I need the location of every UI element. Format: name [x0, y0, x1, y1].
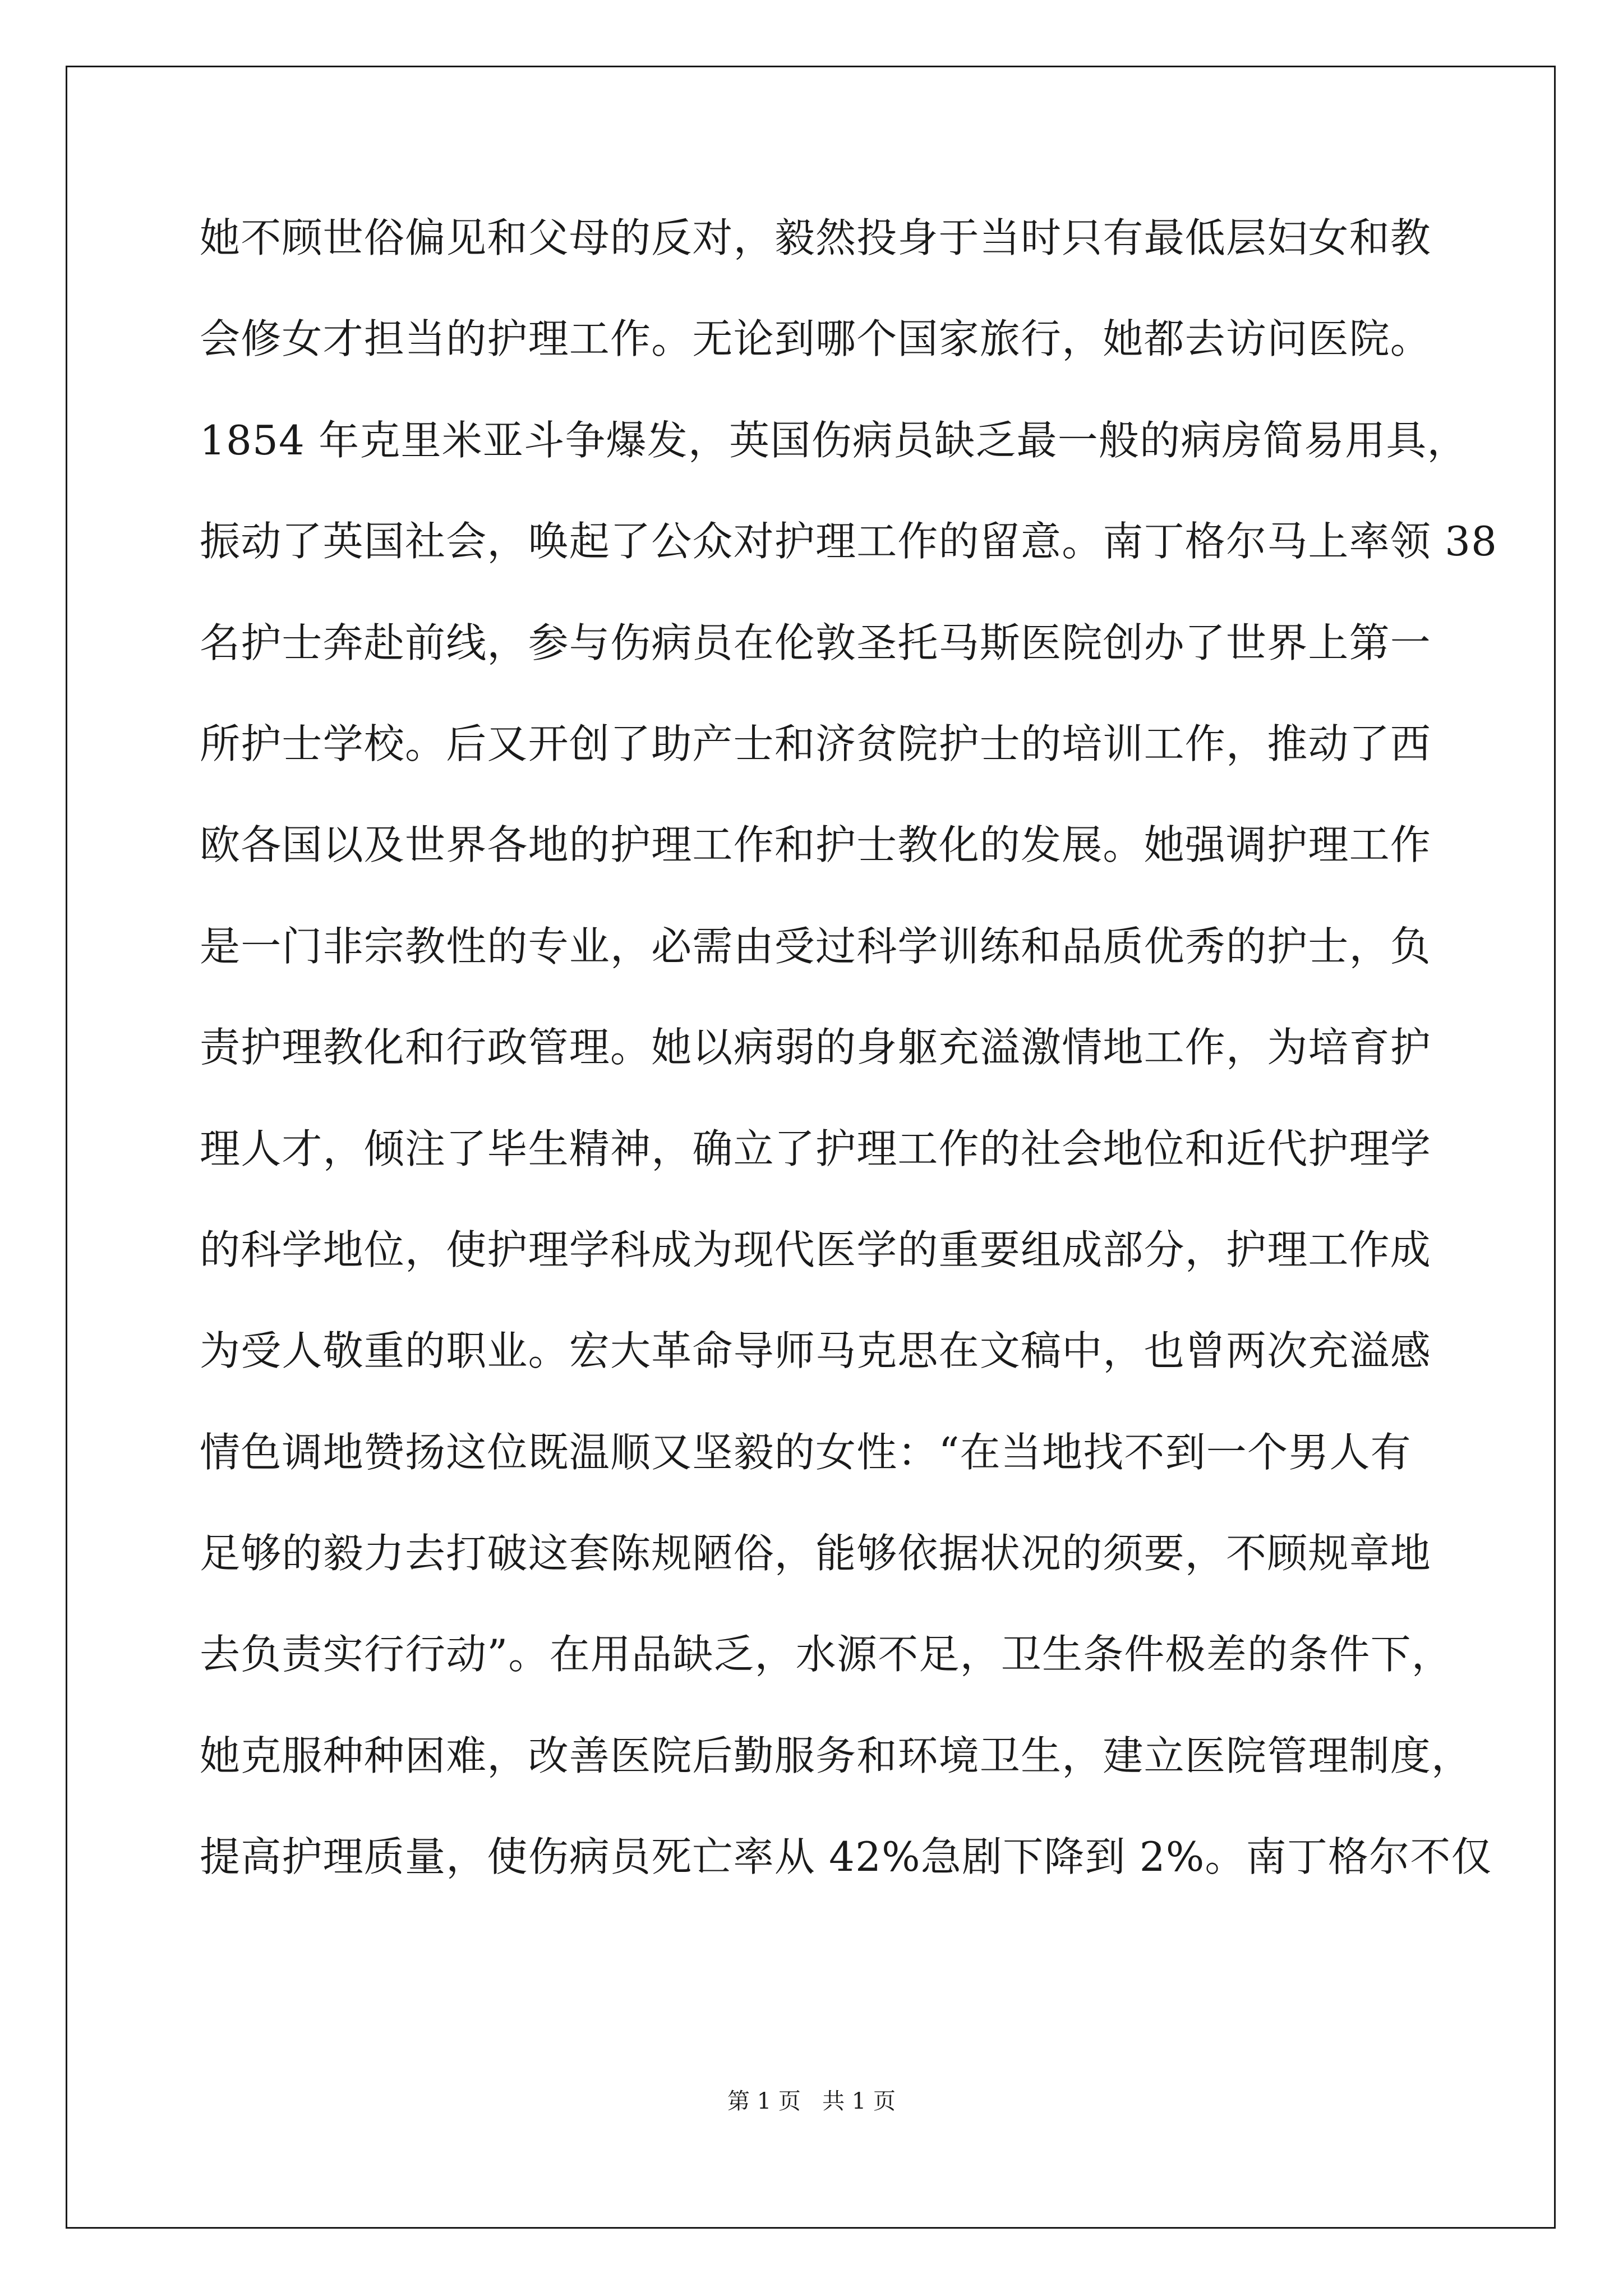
text-line: 为受人敬重的职业。宏大革命导师马克思在文稿中，也曾两次充溢感	[200, 1327, 1432, 1375]
text-line: 名护士奔赴前线，参与伤病员在伦敦圣托马斯医院创办了世界上第一	[200, 619, 1432, 666]
text-line: 是一门非宗教性的专业，必需由受过科学训练和品质优秀的护士，负	[200, 922, 1432, 970]
text-line: 振动了英国社会，唤起了公众对护理工作的留意。南丁格尔马上率领 38	[200, 518, 1498, 565]
text-line: 她不顾世俗偏见和父母的反对，毅然投身于当时只有最低层妇女和教	[200, 214, 1432, 261]
text-line: 责护理教化和行政管理。她以病弱的身躯充溢激情地工作，为培育护	[200, 1024, 1432, 1071]
text-line: 足够的毅力去打破这套陈规陋俗，能够依据状况的须要，不顾规章地	[200, 1530, 1432, 1577]
text-line: 她克服种种困难，改善医院后勤服务和环境卫生，建立医院管理制度，	[200, 1732, 1473, 1779]
text-line: 1854 年克里米亚斗争爆发，英国伤病员缺乏最一般的病房简易用具，	[200, 416, 1468, 464]
text-line: 理人才，倾注了毕生精神，确立了护理工作的社会地位和近代护理学	[200, 1125, 1432, 1172]
text-line: 欧各国以及世界各地的护理工作和护士教化的发展。她强调护理工作	[200, 821, 1432, 869]
text-line: 的科学地位，使护理学科成为现代医学的重要组成部分，护理工作成	[200, 1226, 1432, 1273]
page-number-footer: 第 1 页 共 1 页	[727, 2088, 896, 2114]
text-line: 情色调地赞扬这位既温顺又坚毅的女性：“在当地找不到一个男人有	[200, 1428, 1412, 1476]
text-line: 提高护理质量，使伤病员死亡率从 42%急剧下降到 2%。南丁格尔不仅	[200, 1833, 1492, 1881]
body-text	[200, 209, 1498, 1929]
text-line: 所护士学校。后又开创了助产士和济贫院护士的培训工作，推动了西	[200, 720, 1432, 767]
text-line: 去负责实行行动”。在用品缺乏，水源不足，卫生条件极差的条件下，	[200, 1631, 1453, 1678]
text-line: 会修女才担当的护理工作。无论到哪个国家旅行，她都去访问医院。	[200, 315, 1432, 363]
